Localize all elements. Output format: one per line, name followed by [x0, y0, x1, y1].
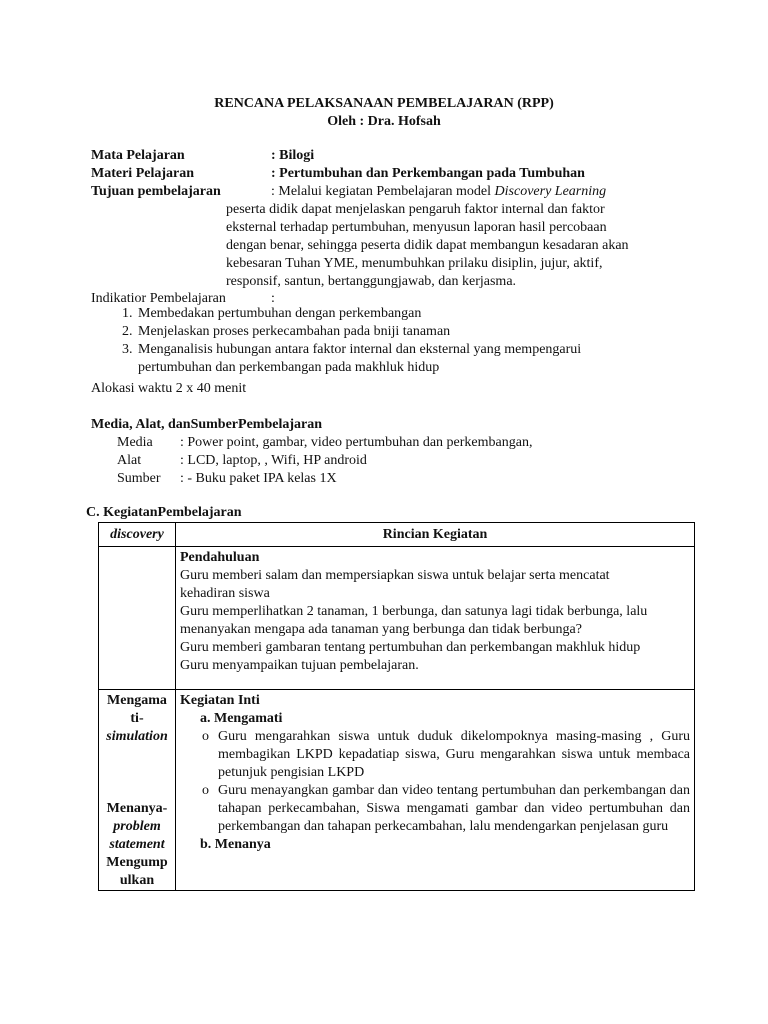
column-discovery: discovery [99, 523, 176, 547]
tools-row [117, 452, 637, 470]
table-row-core [99, 690, 695, 891]
goal-line: kebesaran Tuhan YME, menumbuhkan prilaku disiplin, jujur, aktif, [226, 256, 603, 271]
document-header [0, 95, 768, 131]
phase-ask: Menanya- [106, 801, 168, 816]
source-row [117, 470, 637, 488]
phase-collect-2: ulkan [119, 873, 155, 888]
media-value: : Power point, gambar, video pertumbuhan dan perkembangan, [180, 435, 533, 450]
time-allocation: Alokasi waktu 2 x 40 menit [91, 381, 247, 396]
phase-observe-1: Mengama [107, 693, 167, 708]
intro-line: kehadiran siswa [180, 586, 270, 601]
phase-problem: problem [113, 819, 161, 834]
meta-material-label: Materi Pelajaran [91, 166, 195, 181]
core-sub-observe: a. Mengamati [200, 711, 283, 726]
intro-left-cell [99, 547, 176, 690]
phase-collect-1: Mengump [106, 855, 168, 870]
media-heading: Media, Alat, danSumberPembelajaran [91, 417, 322, 432]
core-sub-ask: b. Menanya [200, 837, 271, 852]
goal-line: responsif, santun, bertanggungjawab, dan kerjasma. [226, 274, 517, 289]
intro-title: Pendahuluan [180, 550, 260, 565]
meta-material-row [91, 165, 651, 183]
source-value: : - Buku paket IPA kelas 1X [180, 471, 337, 486]
intro-line: Guru memberi salam dan mempersiapkan siswa untuk belajar serta mencatat [180, 568, 610, 583]
meta-goal-model: Discovery Learning [494, 184, 607, 199]
meta-subject-row [91, 147, 651, 165]
table-header-row [99, 523, 695, 547]
intro-line: Guru menyampaikan tujuan pembelajaran. [180, 658, 419, 673]
core-bullet-list [180, 728, 690, 836]
indicator-item [136, 341, 696, 377]
activities-table [98, 522, 695, 891]
indicator-item: 1. Membedakan pertumbuhan dengan perkembangan [136, 305, 696, 323]
phase-statement: statement [109, 837, 165, 852]
phase-simulation: simulation [106, 729, 168, 744]
meta-goal-row [91, 183, 651, 201]
indicator-text-cont: pertumbuhan dan perkembangan pada makhluk hidup [138, 360, 440, 375]
goal-line: peserta didik dapat menjelaskan pengaruh faktor internal dan faktor [226, 202, 605, 217]
core-left-cell [99, 690, 176, 891]
table-row-intro [99, 547, 695, 690]
source-label: Sumber [117, 471, 161, 486]
meta-material-value: : Pertumbuhan dan Perkembangan pada Tumbuhan [271, 166, 585, 181]
intro-line: Guru memberi gambaran tentang pertumbuhan dan perkembangan makhluk hidup [180, 640, 641, 655]
indicator-text: Menganalisis hubungan antara faktor internal dan eksternal yang mempengarui [138, 342, 582, 357]
core-bullet: o Guru menayangkan gambar dan video tentang pertumbuhan dan perkembangan dan tahapan perkecambahan, Siswa mengamati gambar dan video pertumbuhan dan perkembangan dan tahapan perkecambahan, lalu mendengarkan penjelasan guru [202, 782, 690, 836]
goal-line: dengan benar, sehingga peserta didik dapat membangun kesadaran akan [226, 238, 629, 253]
phase-observe-2: ti- [130, 711, 144, 726]
intro-line: Guru memperlihatkan 2 tanaman, 1 berbunga, dan satunya lagi tidak berbunga, lalu [180, 604, 648, 619]
indicators-label: Indikatior Pembelajaran [91, 291, 226, 306]
meta-goal-prefix: : Melalui kegiatan Pembelajaran model [271, 184, 495, 199]
intro-cell [176, 547, 695, 690]
meta-goal-value [271, 183, 606, 201]
intro-line: menanyakan mengapa ada tanaman yang berbunga dan tidak berbunga? [180, 622, 582, 637]
tools-label: Alat [117, 453, 142, 468]
meta-goal-label: Tujuan pembelajaran [91, 184, 221, 199]
indicators-list [91, 305, 696, 377]
core-cell [176, 690, 695, 891]
indicators-colon: : [271, 291, 275, 306]
meta-subject-value: : Bilogi [271, 148, 315, 163]
media-label: Media [117, 435, 153, 450]
core-title: Kegiatan Inti [180, 693, 260, 708]
goal-line: eksternal terhadap pertumbuhan, menyusun laporan hasil percobaan [226, 220, 607, 235]
document-title: RENCANA PELAKSANAAN PEMBELAJARAN (RPP) [214, 96, 554, 111]
core-bullet: o Guru mengarahkan siswa untuk duduk dikelompoknya masing-masing , Guru membagikan LKPD kepadatiap siswa, Guru mengarahkan siswa untuk membaca petunjuk pengisian LKPD [202, 728, 690, 782]
meta-subject-label: Mata Pelajaran [91, 148, 185, 163]
document-author: Oleh : Dra. Hofsah [327, 114, 441, 129]
tools-value: : LCD, laptop, , Wifi, HP android [180, 453, 367, 468]
media-row [117, 434, 637, 452]
column-details: Rincian Kegiatan [176, 523, 695, 547]
indicator-item: 2. Menjelaskan proses perkecambahan pada bniji tanaman [136, 323, 696, 341]
activities-heading: C. KegiatanPembelajaran [86, 505, 242, 520]
